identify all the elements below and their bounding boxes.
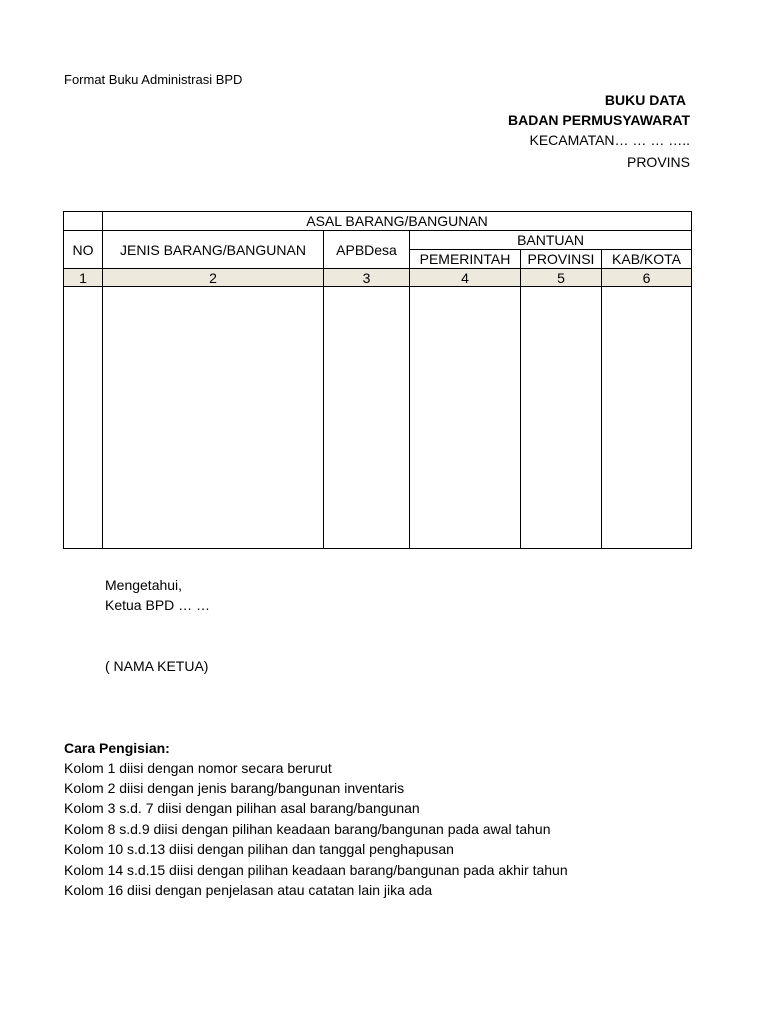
column-header-jenis: JENIS BARANG/BANGUNAN bbox=[103, 231, 324, 269]
group-header-asal: ASAL BARANG/BANGUNAN bbox=[103, 212, 692, 231]
instruction-item: Kolom 1 diisi dengan nomor secara berurut bbox=[64, 760, 332, 776]
table-body-row bbox=[64, 287, 692, 549]
column-number-row bbox=[64, 269, 692, 287]
table-header-row bbox=[64, 231, 692, 250]
column-number: 3 bbox=[324, 269, 410, 287]
column-number: 1 bbox=[64, 269, 103, 287]
column-header-kabkota: KAB/KOTA bbox=[602, 250, 692, 269]
instruction-item: Kolom 14 s.d.15 diisi dengan pilihan keadaan barang/bangunan pada akhir tahun bbox=[64, 862, 568, 878]
instruction-item: Kolom 3 s.d. 7 diisi dengan pilihan asal barang/bangunan bbox=[64, 800, 420, 816]
instruction-item: Kolom 2 diisi dengan jenis barang/bangunan inventaris bbox=[64, 780, 405, 796]
blank-header-cell bbox=[64, 212, 103, 231]
empty-cell bbox=[324, 287, 410, 549]
empty-cell bbox=[521, 287, 602, 549]
format-note: Format Buku Administrasi BPD bbox=[64, 72, 243, 87]
column-header-apbdesa: APBDesa bbox=[324, 231, 410, 269]
document-title-line1: BUKU DATA bbox=[604, 92, 686, 108]
signer-name: ( NAMA KETUA) bbox=[105, 658, 209, 674]
document-title-line2: BADAN PERMUSYAWARAT bbox=[507, 112, 690, 128]
column-header-pemerintah: PEMERINTAH bbox=[410, 250, 521, 269]
column-number: 2 bbox=[103, 269, 324, 287]
table-header-row bbox=[64, 212, 692, 231]
acknowledgement-text: Mengetahui, bbox=[105, 577, 183, 593]
column-header-bantuan: BANTUAN bbox=[410, 231, 692, 250]
instruction-item: Kolom 10 s.d.13 diisi dengan pilihan dan tanggal penghapusan bbox=[64, 841, 454, 857]
instruction-item: Kolom 8 s.d.9 diisi dengan pilihan keadaan barang/bangunan pada awal tahun bbox=[64, 821, 551, 837]
instructions-title: Cara Pengisian: bbox=[64, 740, 170, 756]
column-header-no: NO bbox=[64, 231, 103, 269]
column-number: 5 bbox=[521, 269, 602, 287]
empty-cell bbox=[410, 287, 521, 549]
empty-cell bbox=[103, 287, 324, 549]
column-number: 4 bbox=[410, 269, 521, 287]
column-header-provinsi: PROVINSI bbox=[521, 250, 602, 269]
signer-title: Ketua BPD … … bbox=[105, 597, 211, 613]
instruction-item: Kolom 16 diisi dengan penjelasan atau catatan lain jika ada bbox=[64, 882, 433, 898]
empty-cell bbox=[602, 287, 692, 549]
kecamatan-line: KECAMATAN… … … ….. bbox=[529, 132, 690, 148]
column-number: 6 bbox=[602, 269, 692, 287]
provinsi-line: PROVINS bbox=[626, 154, 690, 170]
inventory-table bbox=[63, 211, 692, 549]
empty-cell bbox=[64, 287, 103, 549]
